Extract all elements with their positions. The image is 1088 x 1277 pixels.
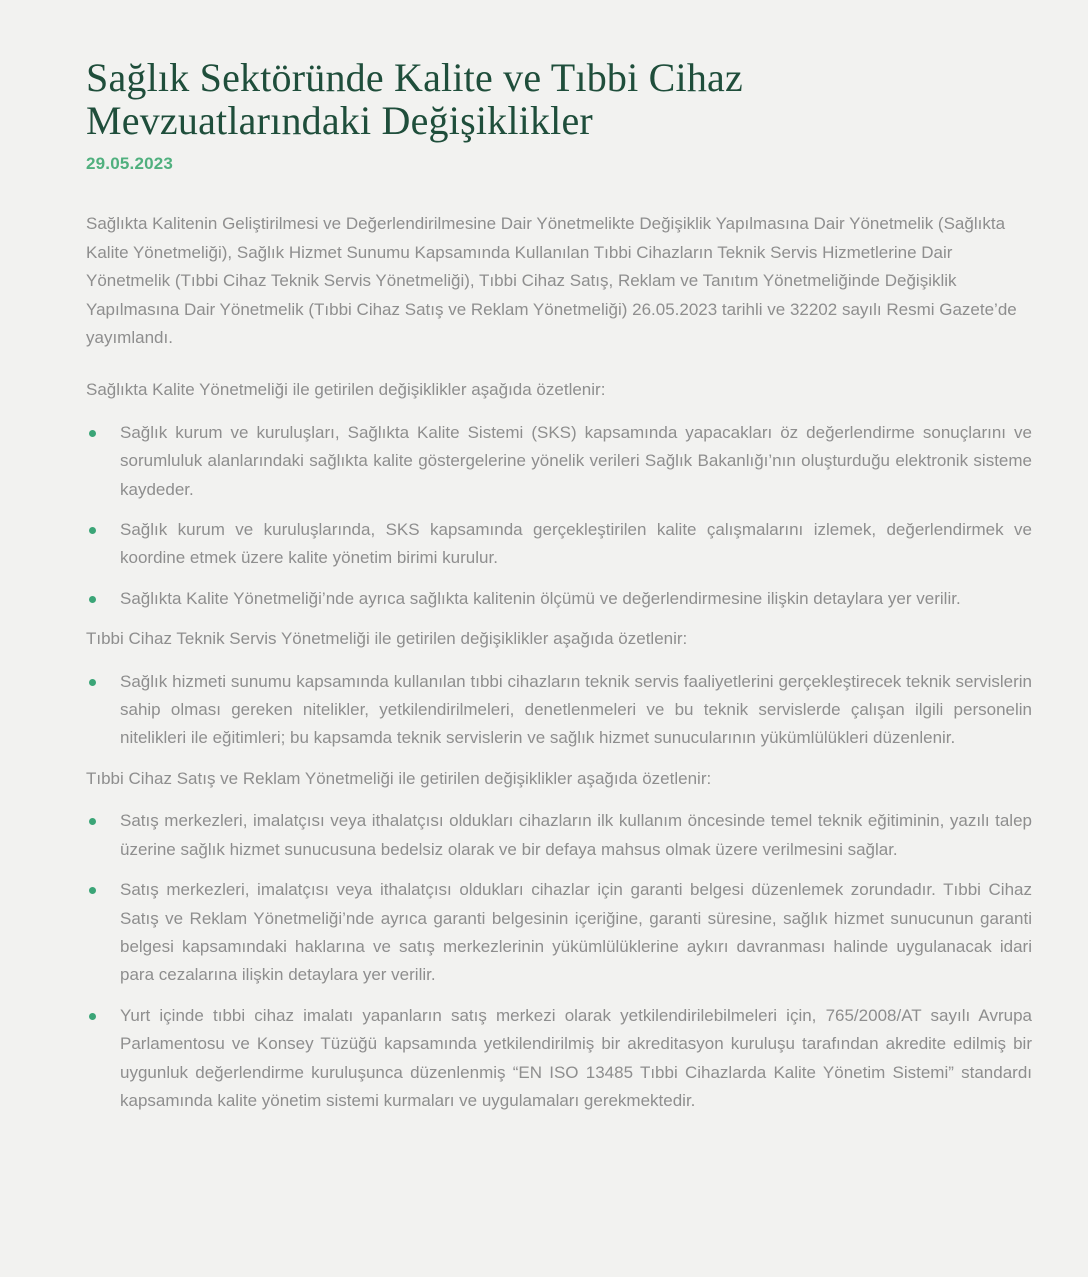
bullet-dot-icon xyxy=(89,1013,96,1020)
list-item xyxy=(86,419,1032,504)
bullet-dot-icon xyxy=(89,430,96,437)
bullet-dot-icon xyxy=(89,887,96,894)
list-item-text: Sağlık hizmeti sunumu kapsamında kullanılan tıbbi cihazların teknik servis faaliyetlerini gerçekleştirecek teknik servislerin sahip olması gereken nitelikler, yetkilendirilmeleri, denetlenmeleri ve bu teknik servislerde çalışan ilgili personelin nitelikleri ile eğitimleri; bu kapsamda teknik servislerin ve sağlık hizmet sunucularının yükümlülükleri düzenlenir. xyxy=(120,671,1032,748)
bullet-dot-icon xyxy=(89,596,96,603)
list-item xyxy=(86,585,1032,613)
list-item xyxy=(86,516,1032,573)
bullet-dot-icon xyxy=(89,818,96,825)
intro-paragraph: Sağlıkta Kalitenin Geliştirilmesi ve Değerlendirilmesine Dair Yönetmelikte Değişiklik Yapılmasına Dair Yönetmelik (Sağlıkta Kalite Yönetmeliği), Sağlık Hizmet Sunumu Kapsamında Kullanılan Tıbbi Cihazların Teknik Servis Hizmetlerine Dair Yönetmelik (Tıbbi Cihaz Teknik Servis Yönetmeliği), Tıbbi Cihaz Satış, Reklam ve Tanıtım Yönetmeliğinde Değişiklik Yapılmasına Dair Yönetmelik (Tıbbi Cihaz Satış ve Reklam Yönetmeliği) 26.05.2023 tarihli ve 32202 sayılı Resmi Gazete’de yayımlandı. xyxy=(86,214,1017,347)
bullet-dot-icon xyxy=(89,679,96,686)
list-item xyxy=(86,876,1032,990)
list-item xyxy=(86,807,1032,864)
list-item-text: Sağlıkta Kalite Yönetmeliği’nde ayrıca sağlıkta kalitenin ölçümü ve değerlendirmesine ilişkin detaylara yer verilir. xyxy=(120,588,961,608)
list-item-text: Yurt içinde tıbbi cihaz imalatı yapanların satış merkezi olarak yetkilendirilebilmeleri için, 765/2008/AT sayılı Avrupa Parlamentosu ve Konsey Tüzüğü kapsamında yetkilendirilmiş bir akreditasyon kuruluşu tarafından akredite edilmiş bir uygunluk değerlendirme kuruluşunca düzenlenmiş “EN ISO 13485 Tıbbi Cihazlarda Kalite Yönetim Sistemi” standardı kapsamında kalite yönetim sistemi kurmaları ve uygulamaları gerekmektedir. xyxy=(120,1005,1032,1110)
bullet-list-sales-advertising-regulation xyxy=(86,807,1032,1115)
list-item-text: Sağlık kurum ve kuruluşları, Sağlıkta Kalite Sistemi (SKS) kapsamında yapacakları öz değerlendirme sonuçlarını ve sorumluluk alanlarındaki sağlıkta kalite göstergelerine yönelik verileri Sağlık Bakanlığı’nın oluşturduğu elektronik sisteme kaydeder. xyxy=(120,422,1032,499)
bullet-list-technical-service-regulation xyxy=(86,668,1032,753)
list-item-text: Satış merkezleri, imalatçısı veya ithalatçısı oldukları cihazlar için garanti belgesi düzenlemek zorundadır. Tıbbi Cihaz Satış ve Reklam Yönetmeliği’nde ayrıca garanti belgesinin içeriğine, garanti süresine, sağlık hizmet sunucunun garanti belgesi kapsamındaki haklarına ve satış merkezlerinin yükümlülüklerine aykırı davranması halinde uygulanacak idari para cezalarına ilişkin detaylara yer verilir. xyxy=(120,880,1032,985)
section-heading-technical-service-regulation: Tıbbi Cihaz Teknik Servis Yönetmeliği ile getirilen değişiklikler aşağıda özetlenir: xyxy=(86,629,688,649)
bullet-list-quality-regulation xyxy=(86,419,1032,613)
page-title: Sağlık Sektöründe Kalite ve Tıbbi Cihaz Mevzuatlarındaki Değişiklikler xyxy=(86,55,743,144)
publish-date: 29.05.2023 xyxy=(86,154,174,174)
list-item xyxy=(86,668,1032,753)
section-heading-quality-regulation: Sağlıkta Kalite Yönetmeliği ile getirilen değişiklikler aşağıda özetlenir: xyxy=(86,380,606,400)
section-heading-sales-advertising-regulation: Tıbbi Cihaz Satış ve Reklam Yönetmeliği ile getirilen değişiklikler aşağıda özetlenir: xyxy=(86,768,712,788)
list-item xyxy=(86,1002,1032,1116)
list-item-text: Satış merkezleri, imalatçısı veya ithalatçısı oldukları cihazların ilk kullanım öncesinde temel teknik eğitiminin, yazılı talep üzerine sağlık hizmet sunucusuna bedelsiz olarak ve bir defaya mahsus olmak üzere verilmesini sağlar. xyxy=(120,811,1032,859)
list-item-text: Sağlık kurum ve kuruluşlarında, SKS kapsamında gerçekleştirilen kalite çalışmalarını izlemek, değerlendirmek ve koordine etmek üzere kalite yönetim birimi kurulur. xyxy=(120,520,1032,568)
bullet-dot-icon xyxy=(89,527,96,534)
